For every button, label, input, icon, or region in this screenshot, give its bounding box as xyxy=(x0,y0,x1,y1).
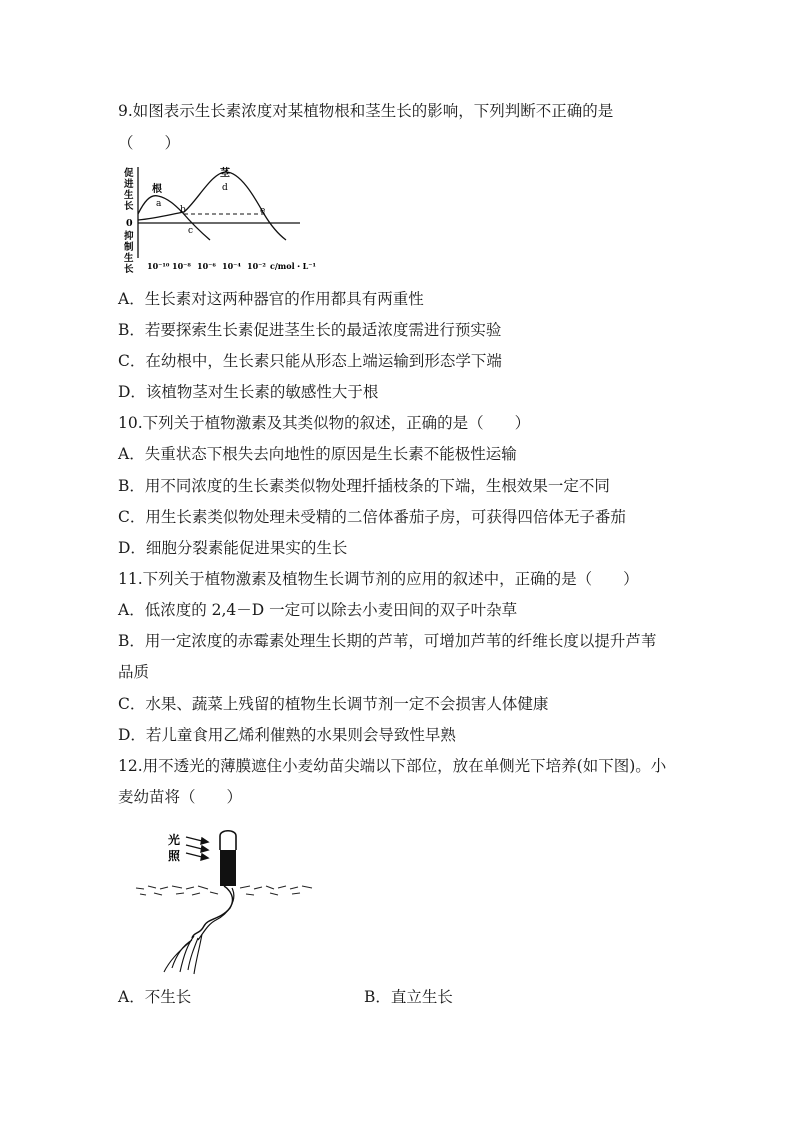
q12-option-b: B．直立生长 xyxy=(364,988,453,1006)
stem-label: 茎 xyxy=(220,168,230,179)
y-label-promote-2: 进 xyxy=(124,179,134,190)
light-arrows xyxy=(186,837,208,860)
y-label-inhibit-2: 制 xyxy=(124,242,134,253)
q12-stem-line2: 麦幼苗将（ ） xyxy=(118,788,243,806)
q9-option-d: D．该植物茎对生长素的敏感性大于根 xyxy=(118,383,379,401)
roots xyxy=(164,934,202,974)
x-tick-1: 10⁻¹⁰ xyxy=(147,261,170,271)
point-a: a xyxy=(156,199,162,209)
y-label-promote-1: 促 xyxy=(124,168,134,179)
x-unit-label: c/mol・L⁻¹ xyxy=(270,261,316,271)
q11-option-b-continued: 品质 xyxy=(118,663,150,681)
x-tick-3: 10⁻⁶ xyxy=(197,261,216,271)
light-label-1: 光 xyxy=(168,833,181,847)
q11-option-b: B．用一定浓度的赤霉素处理生长期的芦苇，可增加芦苇的纤维长度以提升芦苇 xyxy=(118,632,657,650)
q10-option-d: D．细胞分裂素能促进果实的生长 xyxy=(118,539,348,557)
y-label-inhibit-1: 抑 xyxy=(124,231,134,242)
point-c: c xyxy=(188,226,194,236)
point-d: d xyxy=(222,183,228,193)
root-curve xyxy=(138,196,210,240)
y-zero-label: 0 xyxy=(126,218,133,229)
q11-option-c: C．水果、蔬菜上残留的植物生长调节剂一定不会损害人体健康 xyxy=(118,695,549,713)
x-tick-4: 10⁻⁴ xyxy=(222,261,241,271)
root-label: 根 xyxy=(152,184,162,195)
y-label-promote-3: 生 xyxy=(124,190,134,201)
q11-stem: 11.下列关于植物激素及植物生长调节剂的应用的叙述中，正确的是（ ） xyxy=(118,570,639,588)
q9-stem: 9.如图表示生长素浓度对某植物根和茎生长的影响，下列判断不正确的是 xyxy=(118,102,614,120)
y-label-promote-4: 长 xyxy=(124,201,134,212)
q10-option-b: B．用不同浓度的生长素类似物处理扦插枝条的下端，生根效果一定不同 xyxy=(118,477,610,495)
q9-option-c: C．在幼根中，生长素只能从形态上端运输到形态学下端 xyxy=(118,352,502,370)
q9-option-a: A．生长素对这两种器官的作用都具有两重性 xyxy=(118,290,424,308)
q9-growth-curve-figure xyxy=(118,162,338,276)
q10-stem: 10.下列关于植物激素及其类似物的叙述，正确的是（ ） xyxy=(118,414,531,432)
q11-option-a: A．低浓度的 2,4－D 一定可以除去小麦田间的双子叶杂草 xyxy=(118,601,518,619)
x-tick-2: 10⁻⁸ xyxy=(172,261,191,271)
soil-surface xyxy=(136,886,312,895)
q12-option-a: A．不生长 xyxy=(118,988,192,1006)
q9-answer-bracket: （ ） xyxy=(118,134,181,152)
seed-outline xyxy=(198,888,234,940)
x-tick-5: 10⁻² xyxy=(247,261,266,271)
opaque-film xyxy=(220,850,236,886)
q12-stem-line1: 12.用不透光的薄膜遮住小麦幼苗尖端以下部位，放在单侧光下培养(如下图)。小 xyxy=(118,757,667,775)
q10-option-c: C．用生长素类似物处理未受精的二倍体番茄子房，可获得四倍体无子番茄 xyxy=(118,508,626,526)
y-label-inhibit-4: 长 xyxy=(124,264,134,275)
light-label-2: 照 xyxy=(168,849,181,863)
q10-option-a: A．失重状态下根失去向地性的原因是生长素不能极性运输 xyxy=(118,445,517,463)
q9-option-b: B．若要探索生长素促进茎生长的最适浓度需进行预实验 xyxy=(118,321,502,339)
point-b: b xyxy=(180,205,186,215)
seedling-tip xyxy=(220,831,236,850)
q11-option-d: D．若儿童食用乙烯利催熟的水果则会导致性早熟 xyxy=(118,726,456,744)
q12-seedling-figure xyxy=(132,828,332,976)
y-label-inhibit-3: 生 xyxy=(124,253,134,264)
point-e: e xyxy=(260,206,266,216)
